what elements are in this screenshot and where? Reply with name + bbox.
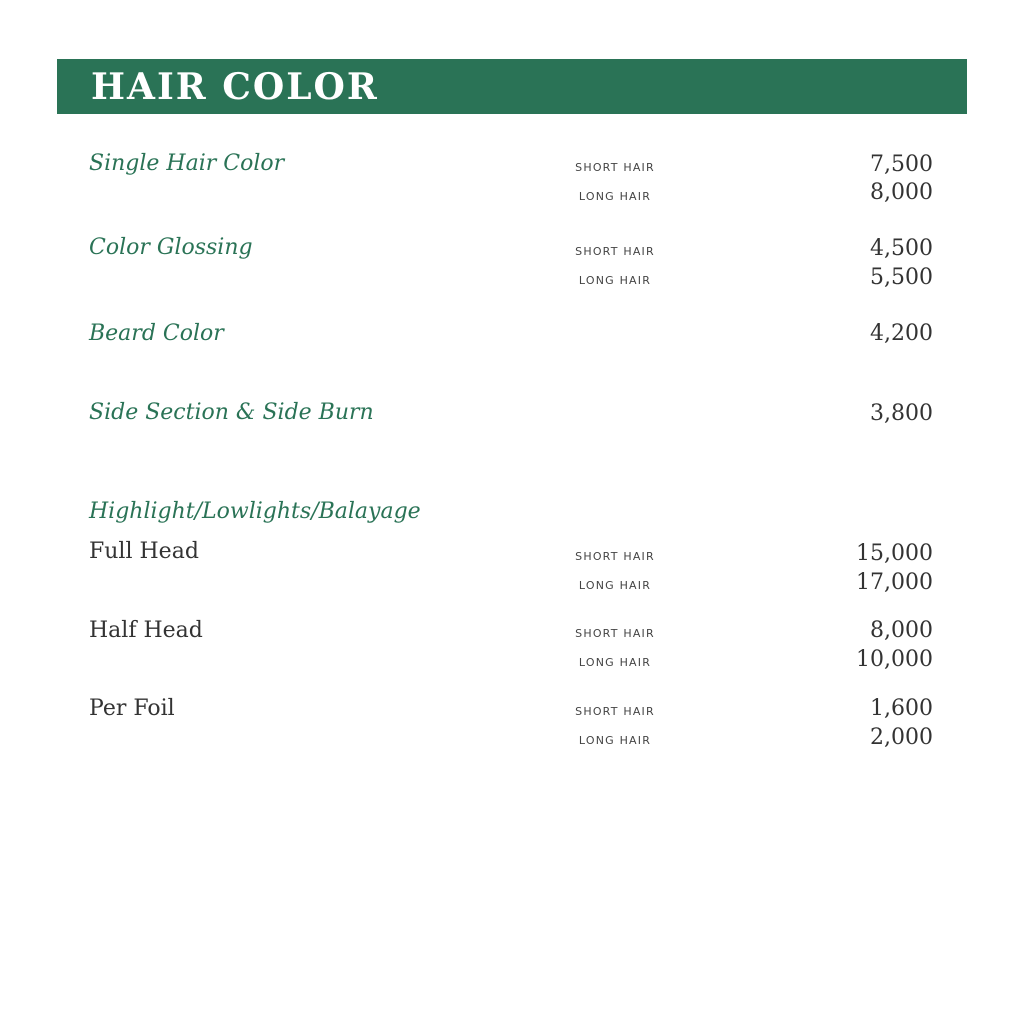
price: 10,000 [856,647,933,672]
price: 1,600 [870,696,933,721]
price: 17,000 [856,570,933,595]
price: 4,200 [870,321,933,346]
service-name: Per Foil [89,696,175,721]
price: 8,000 [870,180,933,205]
price: 15,000 [856,541,933,566]
service-name: Full Head [89,539,199,564]
option-label: SHORT HAIR [575,550,655,563]
option-label: LONG HAIR [578,579,652,592]
service-name: Color Glossing [89,235,253,260]
service-name: Half Head [89,618,203,643]
option-label: LONG HAIR [578,274,652,287]
subsection-title: Highlight/Lowlights/Balayage [89,499,421,524]
section-header [57,59,967,114]
option-label: SHORT HAIR [575,161,655,174]
service-name: Single Hair Color [89,151,285,176]
price: 8,000 [870,618,933,643]
price: 3,800 [870,401,933,426]
section-title: HAIR COLOR [91,66,379,108]
price: 5,500 [870,265,933,290]
option-label: LONG HAIR [578,656,652,669]
option-label: LONG HAIR [578,734,652,747]
option-label: LONG HAIR [578,190,652,203]
service-name: Beard Color [89,321,224,346]
option-label: SHORT HAIR [575,705,655,718]
option-label: SHORT HAIR [575,245,655,258]
price: 7,500 [870,152,933,177]
service-name: Side Section & Side Burn [89,400,374,425]
price: 4,500 [870,236,933,261]
option-label: SHORT HAIR [575,627,655,640]
price: 2,000 [870,725,933,750]
